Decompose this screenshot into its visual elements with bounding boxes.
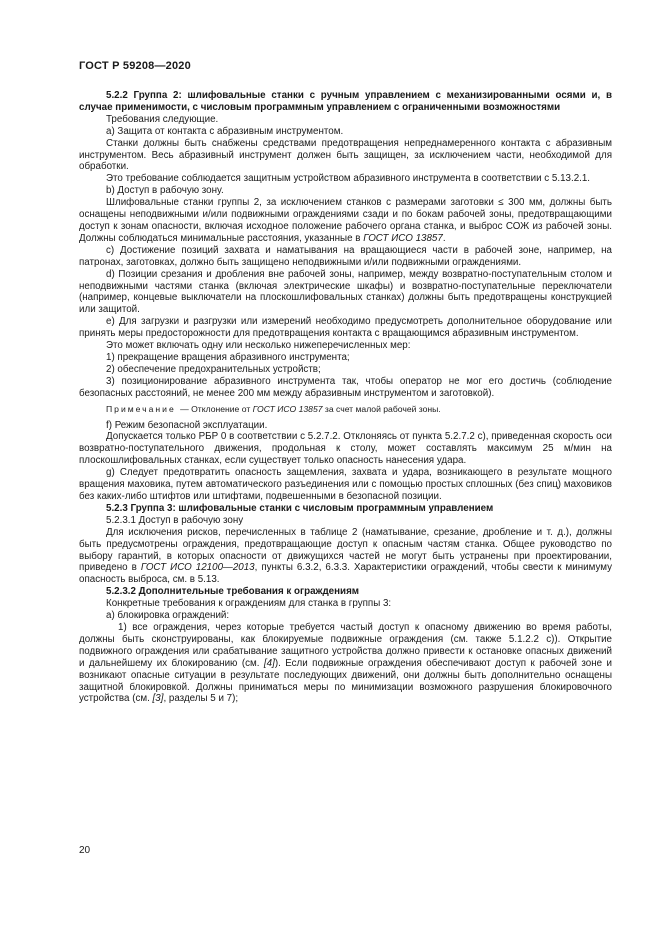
note-label: Примечание	[106, 403, 181, 414]
paragraph: e) Для загрузки и разгрузки или измерений необходимо предусмотреть дополнительное оборудование или принять меры предосторожности для предотвращения контакта с вращающимся абразивным инструментом.	[79, 316, 612, 340]
paragraph: Для исключения рисков, перечисленных в таблице 2 (наматывание, срезание, дробление и т. д.), должны быть предусмотрены ограждения, предотвращающие доступ к опасным частям станка. Общее руководство по выбору гарантий, в которых опасности от движущихся частей не могут быть устранены при проектировании, приведено в ГОСТ ИСО 12100—2013, пункты 6.3.2, 6.3.3. Характеристики ограждений, чтобы свести к минимуму опасность выброса, см. в 5.13.	[79, 526, 612, 586]
reference: ГОСТ ИСО 13857	[363, 232, 443, 244]
paragraph: Это требование соблюдается защитным устройством абразивного инструмента в соответствии с 5.13.2.1.	[106, 173, 591, 185]
paragraph: Конкретные требования к ограждениям для станка в группы 3:	[106, 598, 392, 610]
paragraph: f) Режим безопасной эксплуатации.	[106, 419, 268, 431]
paragraph: 1) все ограждения, через которые требуется частый доступ к опасному движению во время работы, должны быть сконструированы, как блокируемые подвижные ограждения (см. также 5.1.2.2 c)). Открытие подвижного ограждения или срабатывание защитного устройства должно привести к остановке опасных движений и дальнейшему их блокированию (см. [4]). Если подвижные ограждения обеспечивают доступ к рабочей зоне и возникают опасные ситуации в результате последующих движений, они должны быть дополнительно оснащены защитной блокировкой. Должны приниматься меры по минимизации возможного разрушения блокировочного устройства (см. [3], разделы 5 и 7);	[79, 621, 612, 705]
paragraph: c) Достижение позиций захвата и наматывания на вращающиеся части в рабочей зоне, например, на патронах, заготовках, должно быть защищено неподвижными и/или подвижными ограждениями.	[79, 244, 612, 268]
document-code: ГОСТ Р 59208—2020	[79, 60, 191, 72]
paragraph: 5.2.3.1 Доступ в рабочую зону	[106, 514, 244, 526]
paragraph: d) Позиции срезания и дробления вне рабочей зоны, например, между возвратно-поступательным столом и неподвижными частями станка (включая электрические шкафы) и возвратно-поступательные переключатели (например, концевые выключатели на плоскошлифовальных станках) должны быть предотвращены конструкцией или защитой.	[79, 268, 612, 316]
reference: [3]	[152, 693, 164, 705]
paragraph: Требования следующие.	[106, 113, 219, 125]
paragraph: 5.2.3 Группа 3: шлифовальные станки с числовым программным управлением	[106, 502, 494, 514]
paragraph: 5.2.3.2 Дополнительные требования к ограждениям	[106, 586, 360, 598]
reference: [4]	[263, 657, 275, 669]
paragraph: a) Защита от контакта с абразивным инструментом.	[106, 125, 344, 137]
paragraph: Станки должны быть снабжены средствами предотвращения непреднамеренного контакта с абразивным инструментом. Весь абразивный инструмент должен быть защищен, за исключением части, необходимой для обработки.	[79, 137, 612, 173]
paragraph: 2) обеспечение предохранительных устройств;	[106, 363, 321, 375]
page-number: 20	[79, 845, 91, 856]
paragraph: 1) прекращение вращения абразивного инструмента;	[106, 351, 350, 363]
reference: ГОСТ ИСО 12100—2013	[140, 562, 255, 574]
paragraph: 5.2.2 Группа 2: шлифовальные станки с ручным управлением с механизированными осями и, в случае применимости, с числовым программным управлением с ограниченными возможностями	[79, 90, 612, 113]
paragraph: Допускается только РБР 0 в соответствии с 5.2.7.2. Отклоняясь от пункта 5.2.7.2 с), приведенная скорость оси возвратно-поступательного движения, продольная к столу, может составлять максимум 25 м/мин на плоскошлифовальных станках, если существует только опасность нанесения удара.	[79, 431, 612, 467]
note: Примечание — Отклонение от ГОСТ ИСО 13857 за счет малой рабочей зоны.	[106, 403, 441, 414]
paragraph: 3) позиционирование абразивного инструмента так, чтобы оператор не мог его достичь (соблюдение безопасных расстояний, не менее 200 мм между абразивным инструментом и заготовкой).	[79, 375, 612, 399]
paragraph: Это может включать одну или несколько нижеперечисленных мер:	[106, 340, 411, 352]
paragraph: g) Следует предотвратить опасность защемления, захвата и удара, возникающего в результате мощного вращения маховика, путем автоматического разъединения или с помощью простых сплошных (без спиц) маховиков без каких-либо штифтов или штифтами, подвешенными в безопасной позиции.	[79, 467, 612, 502]
paragraph: b) Доступ в рабочую зону.	[106, 185, 224, 197]
reference: ГОСТ ИСО 13857	[252, 403, 323, 414]
document-body	[79, 90, 612, 705]
paragraph: Шлифовальные станки группы 2, за исключением станков с размерами заготовки ≤ 300 мм, должны быть оснащены неподвижными и/или подвижными ограждениями сзади и по бокам рабочей зоны, предотвращающими доступ к зонам опасности, включая исходное положение рабочего органа станка, и выброс СОЖ из рабочей зоны. Должны соблюдаться минимальные расстояния, указанные в ГОСТ ИСО 13857.	[79, 197, 612, 244]
paragraph: a) блокировка ограждений:	[106, 610, 230, 622]
